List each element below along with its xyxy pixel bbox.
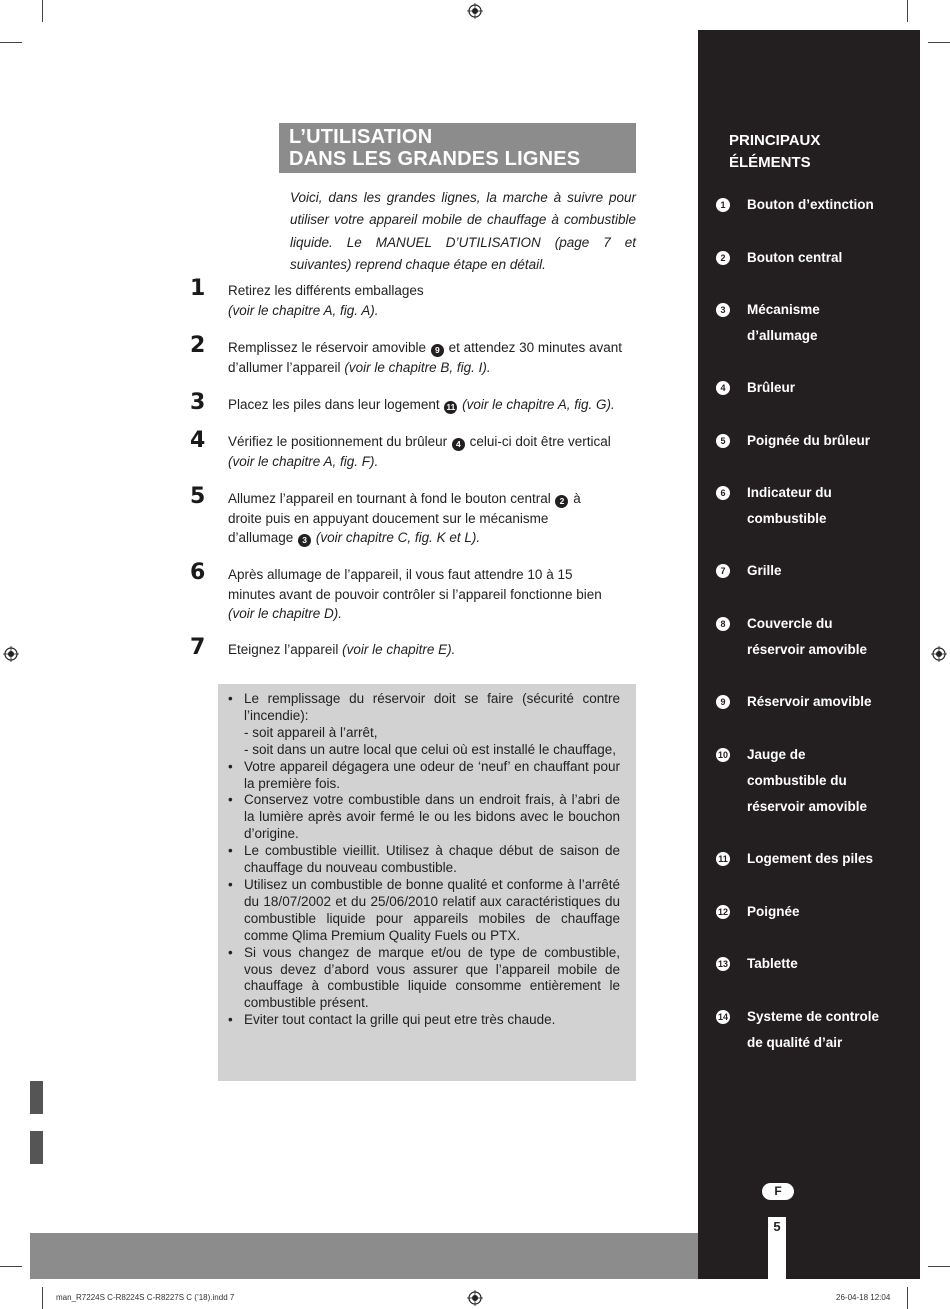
crop-mark [0,42,22,43]
crop-mark [42,0,43,22]
step-number: 3 [190,390,206,415]
component-label: Couvercle du réservoir amovible [747,616,868,657]
step-reference: (voir le chapitre B, fig. I). [344,359,491,375]
note-item [228,691,620,759]
step-reference: (voir le chapitre D). [228,606,343,621]
step-reference: (voir le chapitre A, fig. F). [228,453,379,469]
step-reference: (voir chapitre C, fig. K et L). [315,530,481,545]
component-label: Poignée [747,904,800,919]
safety-notes-list [228,691,620,1029]
note-text: Le remplissage du réservoir doit se faire (sécurité contre l’incendie): [244,691,620,723]
component-label: Systeme de controle de qualité d’air [747,1009,880,1050]
step-text-continued: et attendez 30 minutes avant d’allumer l’appareil [228,340,622,375]
language-badge: F [762,1183,794,1200]
safety-notes-box [218,684,636,1081]
component-number: 11 [716,852,730,866]
part-ref-badge: 11 [446,402,456,412]
component-label: Bouton central [747,250,843,265]
intro-paragraph: Voici, dans les grandes lignes, la marche à suivre pour utiliser votre appareil mobile de chauffage à combustible liquide. Le MANUEL D’UTILISATION (page 7 et suivantes) reprend chaque étape en détail. [290,190,636,272]
part-ref-badge: 4 [452,438,465,451]
component-number: 14 [717,1012,728,1022]
component-label: Réservoir amovible [747,694,872,709]
component-number: 3 [716,303,730,317]
side-marker [30,1081,43,1114]
crop-mark [907,0,908,22]
component-label: Mécanisme d’allumage [747,302,820,343]
part-ref-badge: 9 [431,344,444,357]
step-reference: (voir le chapitre A, fig. A). [228,302,379,318]
step-text [228,432,638,471]
crop-mark [0,1266,22,1267]
component-number: 5 [716,434,730,448]
note-item: • Votre appareil dégagera une odeur de ‘neuf’ en chauffant pour la première fois. [228,759,620,793]
component-number: 4 [716,381,730,395]
step-number: 7 [190,635,206,660]
component-number: 8 [716,617,730,631]
step-text-main: Eteignez l’appareil [228,642,339,657]
step-number: 6 [190,560,206,585]
crop-mark [42,1287,43,1309]
component-number: 2 [716,251,730,265]
step-text-main: Après allumage de l’appareil, il vous faut attendre 10 à 15 minutes avant de pouvoir contrôler si l’appareil fonctionne bien [228,567,602,602]
step-text [228,281,638,320]
note-item: • Conservez votre combustible dans un endroit frais, à l’abri de la lumière après avoir fermé le ou les bidons avec le bouchon d’origine. [228,792,620,843]
print-slug-filename: man_R7224S C-R8224S C-R8227S C (’18).indd 7 [56,1293,235,1302]
step-reference: (voir le chapitre E). [342,642,456,657]
component-label: Tablette [747,956,798,971]
crop-mark [928,1266,950,1267]
side-marker [30,1131,43,1164]
step-text [228,640,638,660]
bottom-band [30,1233,698,1279]
step-number: 2 [190,333,206,358]
part-ref-badge: 3 [298,534,311,547]
component-label: Brûleur [747,380,796,395]
step-text-main: Vérifiez le positionnement du brûleur [228,434,448,449]
print-slug-date: 26-04-18 12:04 [836,1293,891,1302]
sidebar-title: PRINCIPAUX ÉLÉMENTS [729,132,821,171]
step-text [228,338,638,377]
note-item: • Utilisez un combustible de bonne qualité et conforme à l’arrêté du 18/07/2002 et du 25/06/2010 relatif aux caractéristiques du combustible liquide pour appareils mobiles de chauffage comme Qlima Premium Quality Fuels ou PTX. [228,877,620,945]
note-item: • Eviter tout contact la grille qui peut etre très chaude. [228,1012,620,1029]
registration-mark-icon [931,646,947,662]
page-number: 5 [773,1219,781,1234]
step-text-main: Remplissez le réservoir amovible [228,340,427,355]
title-line-1: L’UTILISATION [289,126,433,148]
step-text-continued: à droite puis en appuyant doucement sur le mécanisme d’allumage [228,491,581,545]
component-number: 10 [717,750,728,760]
step-text-main: Placez les piles dans leur logement [228,397,440,412]
crop-mark [928,42,950,43]
component-number: 6 [716,486,730,500]
note-item: • Si vous changez de marque et/ou de type de combustible, vous devez d’abord vous assurer que l’appareil mobile de chauffage à combustible liquide consomme entièrement le combustible présent. [228,945,620,1013]
component-label: Indicateur du combustible [747,485,832,526]
step-text [228,395,638,415]
component-number: 1 [716,198,730,212]
section-title [279,123,636,173]
step-text [228,489,598,548]
step-reference: (voir le chapitre A, fig. G). [462,397,615,412]
note-subitem: - soit dans un autre local que celui où est installé le chauffage, [244,741,616,757]
step-text [228,565,623,624]
step-text-main: Retirez les différents emballages [228,283,424,298]
step-number: 5 [190,484,206,509]
step-number: 1 [190,276,206,301]
component-number: 13 [717,959,728,969]
part-ref-badge: 2 [555,495,568,508]
title-line-2: DANS LES GRANDES LIGNES [289,148,581,170]
component-number: 7 [716,564,730,578]
page-number-tab [768,1217,786,1279]
component-label: Grille [747,563,782,578]
step-text-main: Allumez l’appareil en tournant à fond le bouton central [228,491,551,506]
component-label: Poignée du brûleur [747,433,871,448]
component-label: Logement des piles [747,851,874,866]
note-subitem: - soit appareil à l’arrêt, [244,724,378,740]
component-number: 9 [716,695,730,709]
sidebar-components [698,30,920,1279]
registration-mark-icon [3,646,19,662]
crop-mark [907,1287,908,1309]
registration-mark-icon [467,1290,483,1306]
step-text-continued: celui-ci doit être vertical [469,434,611,449]
component-label: Jauge de combustible du réservoir amovible [747,747,868,814]
component-number: 12 [717,907,728,917]
registration-mark-icon [467,3,483,19]
step-number: 4 [190,428,206,453]
component-label: Bouton d’extinction [747,197,874,212]
note-item: • Le combustible vieillit. Utilisez à chaque début de saison de chauffage du nouveau combustible. [228,843,620,877]
